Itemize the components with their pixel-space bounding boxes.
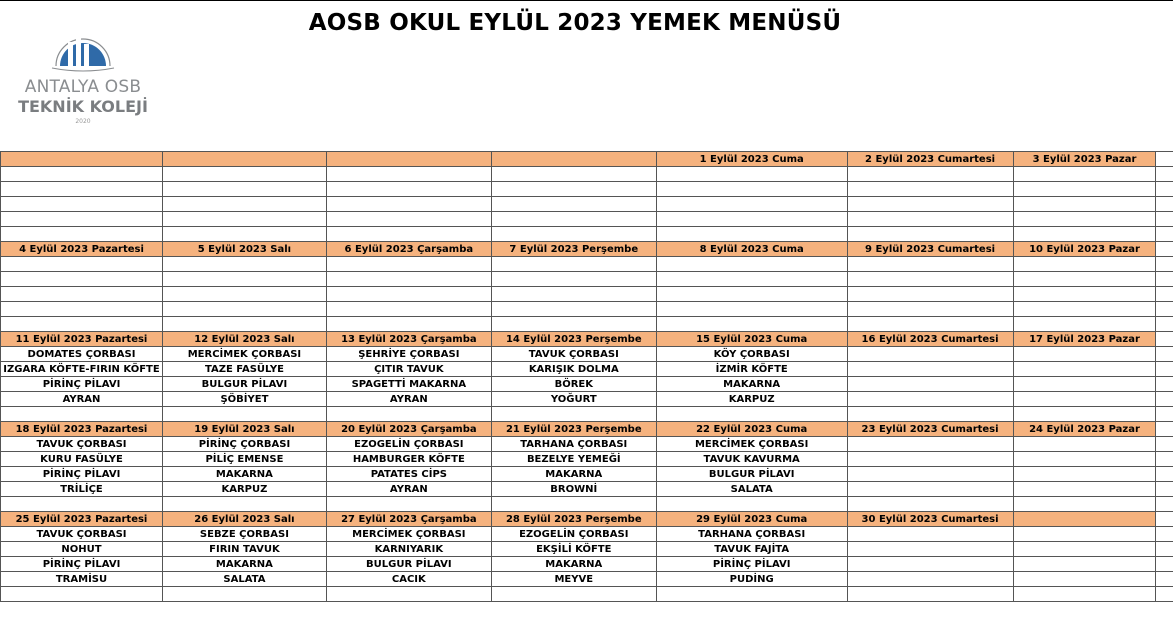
spacer-cell: [1156, 422, 1173, 437]
meal-cell: [847, 527, 1013, 542]
meal-cell: [656, 182, 847, 197]
meal-row: [1, 527, 1173, 542]
meal-cell: [491, 287, 656, 302]
meal-cell: [847, 377, 1013, 392]
school-logo: [18, 22, 148, 132]
meal-cell: BÖREK: [491, 377, 656, 392]
day-header: 25 Eylül 2023 Pazartesi: [1, 512, 163, 527]
logo-text-year: 2020: [75, 118, 91, 125]
meal-cell: [491, 182, 656, 197]
meal-cell: [326, 167, 491, 182]
meal-cell: [847, 257, 1013, 272]
meal-cell: [847, 302, 1013, 317]
meal-cell: [326, 212, 491, 227]
logo-emblem-icon: [18, 22, 148, 80]
meal-cell: [656, 287, 847, 302]
empty-cell: [1, 407, 163, 422]
meal-cell: BULGUR PİLAVI: [656, 467, 847, 482]
meal-row: [1, 197, 1173, 212]
meal-cell: PUDİNG: [656, 572, 847, 587]
top-border-line: [0, 0, 1173, 1]
spacer-cell: [1156, 557, 1173, 572]
meal-cell: [162, 302, 326, 317]
spacer-cell: [1156, 227, 1173, 242]
empty-cell: [491, 497, 656, 512]
empty-cell: [326, 587, 491, 602]
meal-cell: KARNIYARIK: [326, 542, 491, 557]
meal-cell: [162, 287, 326, 302]
empty-cell: [326, 227, 491, 242]
day-header: 26 Eylül 2023 Salı: [162, 512, 326, 527]
meal-cell: MAKARNA: [162, 467, 326, 482]
meal-cell: MAKARNA: [656, 377, 847, 392]
meal-cell: TRAMİSU: [1, 572, 163, 587]
meal-cell: FIRIN TAVUK: [162, 542, 326, 557]
empty-cell: [656, 227, 847, 242]
spacer-cell: [1156, 332, 1173, 347]
meal-cell: [1013, 362, 1156, 377]
meal-cell: PİRİNÇ PİLAVI: [656, 557, 847, 572]
meal-cell: [491, 212, 656, 227]
meal-cell: [1, 302, 163, 317]
meal-cell: [1013, 347, 1156, 362]
meal-cell: KARPUZ: [162, 482, 326, 497]
meal-cell: TAVUK FAJİTA: [656, 542, 847, 557]
meal-row: [1, 302, 1173, 317]
meal-cell: EZOGELİN ÇORBASI: [326, 437, 491, 452]
spacer-cell: [1156, 527, 1173, 542]
spacer-cell: [1156, 317, 1173, 332]
meal-cell: [1, 257, 163, 272]
meal-cell: [326, 287, 491, 302]
meal-cell: SALATA: [656, 482, 847, 497]
meal-cell: AYRAN: [1, 392, 163, 407]
empty-cell: [326, 497, 491, 512]
meal-cell: MAKARNA: [162, 557, 326, 572]
day-header: 19 Eylül 2023 Salı: [162, 422, 326, 437]
day-header: 14 Eylül 2023 Perşembe: [491, 332, 656, 347]
spacer-cell: [1156, 197, 1173, 212]
week-header-row: [1, 332, 1173, 347]
day-header: 16 Eylül 2023 Cumartesi: [847, 332, 1013, 347]
meal-cell: HAMBURGER KÖFTE: [326, 452, 491, 467]
spacer-cell: [1156, 242, 1173, 257]
meal-cell: TARHANA ÇORBASI: [491, 437, 656, 452]
meal-row: [1, 377, 1173, 392]
meal-cell: [491, 167, 656, 182]
empty-cell: [162, 317, 326, 332]
meal-cell: [847, 182, 1013, 197]
empty-cell: [847, 317, 1013, 332]
meal-cell: [847, 362, 1013, 377]
empty-cell: [656, 497, 847, 512]
day-header: 15 Eylül 2023 Cuma: [656, 332, 847, 347]
spacer-cell: [1156, 272, 1173, 287]
meal-cell: BULGUR PİLAVI: [326, 557, 491, 572]
meal-cell: [1013, 557, 1156, 572]
meal-cell: KARPUZ: [656, 392, 847, 407]
spacer-cell: [1156, 407, 1173, 422]
spacer-cell: [1156, 347, 1173, 362]
meal-cell: EKŞİLİ KÖFTE: [491, 542, 656, 557]
day-header: [491, 152, 656, 167]
meal-cell: [491, 257, 656, 272]
meal-cell: [847, 167, 1013, 182]
empty-cell: [491, 227, 656, 242]
empty-cell: [491, 407, 656, 422]
spacer-cell: [1156, 452, 1173, 467]
day-header: 6 Eylül 2023 Çarşamba: [326, 242, 491, 257]
meal-cell: [326, 197, 491, 212]
day-header: [326, 152, 491, 167]
meal-cell: [1013, 212, 1156, 227]
empty-cell: [162, 497, 326, 512]
meal-cell: [847, 287, 1013, 302]
empty-cell: [847, 587, 1013, 602]
empty-cell: [847, 497, 1013, 512]
logo-text-school: TEKNİK KOLEJİ: [18, 97, 148, 116]
empty-cell: [656, 317, 847, 332]
meal-cell: MAKARNA: [491, 467, 656, 482]
spacer-cell: [1156, 497, 1173, 512]
meal-cell: [847, 392, 1013, 407]
meal-cell: SALATA: [162, 572, 326, 587]
meal-cell: [1013, 527, 1156, 542]
day-header: 22 Eylül 2023 Cuma: [656, 422, 847, 437]
meal-cell: [326, 257, 491, 272]
meal-cell: [656, 257, 847, 272]
meal-cell: [847, 347, 1013, 362]
day-header: 10 Eylül 2023 Pazar: [1013, 242, 1156, 257]
empty-cell: [1013, 497, 1156, 512]
day-header: 24 Eylül 2023 Pazar: [1013, 422, 1156, 437]
meal-row: [1, 467, 1173, 482]
meal-cell: [326, 302, 491, 317]
meal-cell: TAVUK ÇORBASI: [1, 527, 163, 542]
empty-cell: [162, 407, 326, 422]
meal-cell: [847, 542, 1013, 557]
meal-cell: [656, 212, 847, 227]
meal-cell: [162, 182, 326, 197]
blank-row: [1, 497, 1173, 512]
meal-cell: [847, 437, 1013, 452]
day-header: [1, 152, 163, 167]
meal-cell: CACIK: [326, 572, 491, 587]
day-header: 4 Eylül 2023 Pazartesi: [1, 242, 163, 257]
spacer-cell: [1156, 167, 1173, 182]
meal-row: [1, 167, 1173, 182]
meal-cell: AYRAN: [326, 392, 491, 407]
meal-row: [1, 392, 1173, 407]
meal-cell: [162, 197, 326, 212]
meal-cell: IZGARA KÖFTE-FIRIN KÖFTE: [1, 362, 163, 377]
meal-cell: İZMİR KÖFTE: [656, 362, 847, 377]
day-header: 8 Eylül 2023 Cuma: [656, 242, 847, 257]
spacer-cell: [1156, 257, 1173, 272]
meal-cell: [656, 167, 847, 182]
meal-cell: [326, 272, 491, 287]
day-header: 7 Eylül 2023 Perşembe: [491, 242, 656, 257]
meal-row: [1, 287, 1173, 302]
spacer-cell: [1156, 512, 1173, 527]
meal-cell: [847, 572, 1013, 587]
meal-cell: [847, 212, 1013, 227]
spacer-cell: [1156, 377, 1173, 392]
meal-row: [1, 572, 1173, 587]
meal-cell: [1013, 182, 1156, 197]
meal-cell: TAVUK ÇORBASI: [1, 437, 163, 452]
empty-cell: [491, 587, 656, 602]
meal-cell: [1013, 467, 1156, 482]
meal-cell: TRİLİÇE: [1, 482, 163, 497]
meal-cell: SPAGETTİ MAKARNA: [326, 377, 491, 392]
empty-cell: [1, 587, 163, 602]
meal-cell: [1013, 302, 1156, 317]
meal-cell: PİRİNÇ ÇORBASI: [162, 437, 326, 452]
meal-cell: MERCİMEK ÇORBASI: [656, 437, 847, 452]
spacer-cell: [1156, 302, 1173, 317]
empty-cell: [326, 407, 491, 422]
meal-cell: [1013, 542, 1156, 557]
spacer-cell: [1156, 587, 1173, 602]
blank-row: [1, 227, 1173, 242]
meal-cell: [1013, 392, 1156, 407]
meal-cell: DOMATES ÇORBASI: [1, 347, 163, 362]
meal-cell: PİRİNÇ PİLAVI: [1, 377, 163, 392]
meal-cell: [1013, 452, 1156, 467]
meal-cell: PİRİNÇ PİLAVI: [1, 557, 163, 572]
meal-cell: ŞÖBİYET: [162, 392, 326, 407]
meal-cell: KARIŞIK DOLMA: [491, 362, 656, 377]
empty-cell: [1013, 407, 1156, 422]
week-header-row: [1, 242, 1173, 257]
spacer-cell: [1156, 152, 1173, 167]
spacer-cell: [1156, 212, 1173, 227]
meal-cell: BULGUR PİLAVI: [162, 377, 326, 392]
meal-cell: BROWNİ: [491, 482, 656, 497]
menu-table: [0, 151, 1173, 602]
empty-cell: [1013, 317, 1156, 332]
week-header-row: [1, 422, 1173, 437]
day-header: 23 Eylül 2023 Cumartesi: [847, 422, 1013, 437]
meal-cell: [656, 272, 847, 287]
spacer-cell: [1156, 482, 1173, 497]
spacer-cell: [1156, 467, 1173, 482]
spacer-cell: [1156, 362, 1173, 377]
logo-text-city: ANTALYA OSB: [24, 77, 142, 97]
meal-cell: [162, 212, 326, 227]
meal-cell: MERCİMEK ÇORBASI: [326, 527, 491, 542]
week-header-row: [1, 152, 1173, 167]
meal-cell: KURU FASÜLYE: [1, 452, 163, 467]
meal-cell: [1, 197, 163, 212]
meal-cell: [1013, 167, 1156, 182]
day-header: 21 Eylül 2023 Perşembe: [491, 422, 656, 437]
meal-cell: BEZELYE YEMEĞİ: [491, 452, 656, 467]
meal-cell: [847, 452, 1013, 467]
meal-cell: TAVUK ÇORBASI: [491, 347, 656, 362]
meal-cell: MEYVE: [491, 572, 656, 587]
day-header: 30 Eylül 2023 Cumartesi: [847, 512, 1013, 527]
meal-row: [1, 452, 1173, 467]
blank-row: [1, 407, 1173, 422]
meal-cell: PATATES CİPS: [326, 467, 491, 482]
meal-cell: [491, 272, 656, 287]
empty-cell: [1013, 227, 1156, 242]
meal-row: [1, 362, 1173, 377]
meal-row: [1, 212, 1173, 227]
meal-row: [1, 542, 1173, 557]
meal-cell: MAKARNA: [491, 557, 656, 572]
meal-cell: [1013, 197, 1156, 212]
meal-cell: ÇITIR TAVUK: [326, 362, 491, 377]
meal-cell: [1, 182, 163, 197]
day-header: 18 Eylül 2023 Pazartesi: [1, 422, 163, 437]
empty-cell: [1013, 587, 1156, 602]
meal-cell: [491, 197, 656, 212]
empty-cell: [162, 227, 326, 242]
meal-row: [1, 182, 1173, 197]
day-header: 17 Eylül 2023 Pazar: [1013, 332, 1156, 347]
meal-cell: [1, 272, 163, 287]
meal-cell: [1, 287, 163, 302]
meal-cell: AYRAN: [326, 482, 491, 497]
meal-cell: PİLİÇ EMENSE: [162, 452, 326, 467]
meal-cell: [1013, 272, 1156, 287]
meal-cell: [162, 272, 326, 287]
empty-cell: [1, 317, 163, 332]
meal-cell: [1, 212, 163, 227]
meal-cell: [847, 557, 1013, 572]
day-header: 3 Eylül 2023 Pazar: [1013, 152, 1156, 167]
meal-cell: [1013, 377, 1156, 392]
day-header: 27 Eylül 2023 Çarşamba: [326, 512, 491, 527]
meal-cell: YOĞURT: [491, 392, 656, 407]
spacer-cell: [1156, 182, 1173, 197]
meal-cell: [847, 467, 1013, 482]
meal-row: [1, 257, 1173, 272]
spacer-cell: [1156, 572, 1173, 587]
empty-cell: [656, 407, 847, 422]
empty-cell: [326, 317, 491, 332]
meal-cell: MERCİMEK ÇORBASI: [162, 347, 326, 362]
meal-row: [1, 557, 1173, 572]
meal-cell: [1013, 287, 1156, 302]
empty-cell: [847, 227, 1013, 242]
meal-cell: [847, 197, 1013, 212]
day-header: 2 Eylül 2023 Cumartesi: [847, 152, 1013, 167]
meal-row: [1, 272, 1173, 287]
meal-cell: SEBZE ÇORBASI: [162, 527, 326, 542]
meal-row: [1, 437, 1173, 452]
empty-cell: [1, 227, 163, 242]
day-header: 12 Eylül 2023 Salı: [162, 332, 326, 347]
meal-cell: [1013, 437, 1156, 452]
day-header: 28 Eylül 2023 Perşembe: [491, 512, 656, 527]
meal-cell: TAVUK KAVURMA: [656, 452, 847, 467]
meal-cell: [656, 197, 847, 212]
meal-cell: [1013, 482, 1156, 497]
spacer-cell: [1156, 437, 1173, 452]
day-header: [1013, 512, 1156, 527]
day-header: 9 Eylül 2023 Cumartesi: [847, 242, 1013, 257]
day-header: 29 Eylül 2023 Cuma: [656, 512, 847, 527]
day-header: 1 Eylül 2023 Cuma: [656, 152, 847, 167]
meal-cell: [1, 167, 163, 182]
meal-cell: [1013, 572, 1156, 587]
meal-cell: TARHANA ÇORBASI: [656, 527, 847, 542]
meal-cell: [162, 167, 326, 182]
day-header: 13 Eylül 2023 Çarşamba: [326, 332, 491, 347]
day-header: 20 Eylül 2023 Çarşamba: [326, 422, 491, 437]
meal-cell: [326, 182, 491, 197]
meal-cell: KÖY ÇORBASI: [656, 347, 847, 362]
blank-row: [1, 317, 1173, 332]
empty-cell: [847, 407, 1013, 422]
meal-cell: PİRİNÇ PİLAVI: [1, 467, 163, 482]
day-header: [162, 152, 326, 167]
meal-cell: [847, 272, 1013, 287]
day-header: 5 Eylül 2023 Salı: [162, 242, 326, 257]
spacer-cell: [1156, 542, 1173, 557]
spacer-cell: [1156, 392, 1173, 407]
spacer-cell: [1156, 287, 1173, 302]
empty-cell: [162, 587, 326, 602]
meal-cell: [1013, 257, 1156, 272]
meal-cell: EZOGELİN ÇORBASI: [491, 527, 656, 542]
blank-row: [1, 587, 1173, 602]
meal-cell: [491, 302, 656, 317]
meal-cell: TAZE FASÜLYE: [162, 362, 326, 377]
meal-row: [1, 347, 1173, 362]
meal-cell: NOHUT: [1, 542, 163, 557]
week-header-row: [1, 512, 1173, 527]
meal-cell: ŞEHRİYE ÇORBASI: [326, 347, 491, 362]
meal-cell: [656, 302, 847, 317]
empty-cell: [491, 317, 656, 332]
meal-cell: [162, 257, 326, 272]
page-title: AOSB OKUL EYLÜL 2023 YEMEK MENÜSÜ: [308, 10, 842, 36]
meal-row: [1, 482, 1173, 497]
meal-cell: [847, 482, 1013, 497]
empty-cell: [656, 587, 847, 602]
empty-cell: [1, 497, 163, 512]
day-header: 11 Eylül 2023 Pazartesi: [1, 332, 163, 347]
